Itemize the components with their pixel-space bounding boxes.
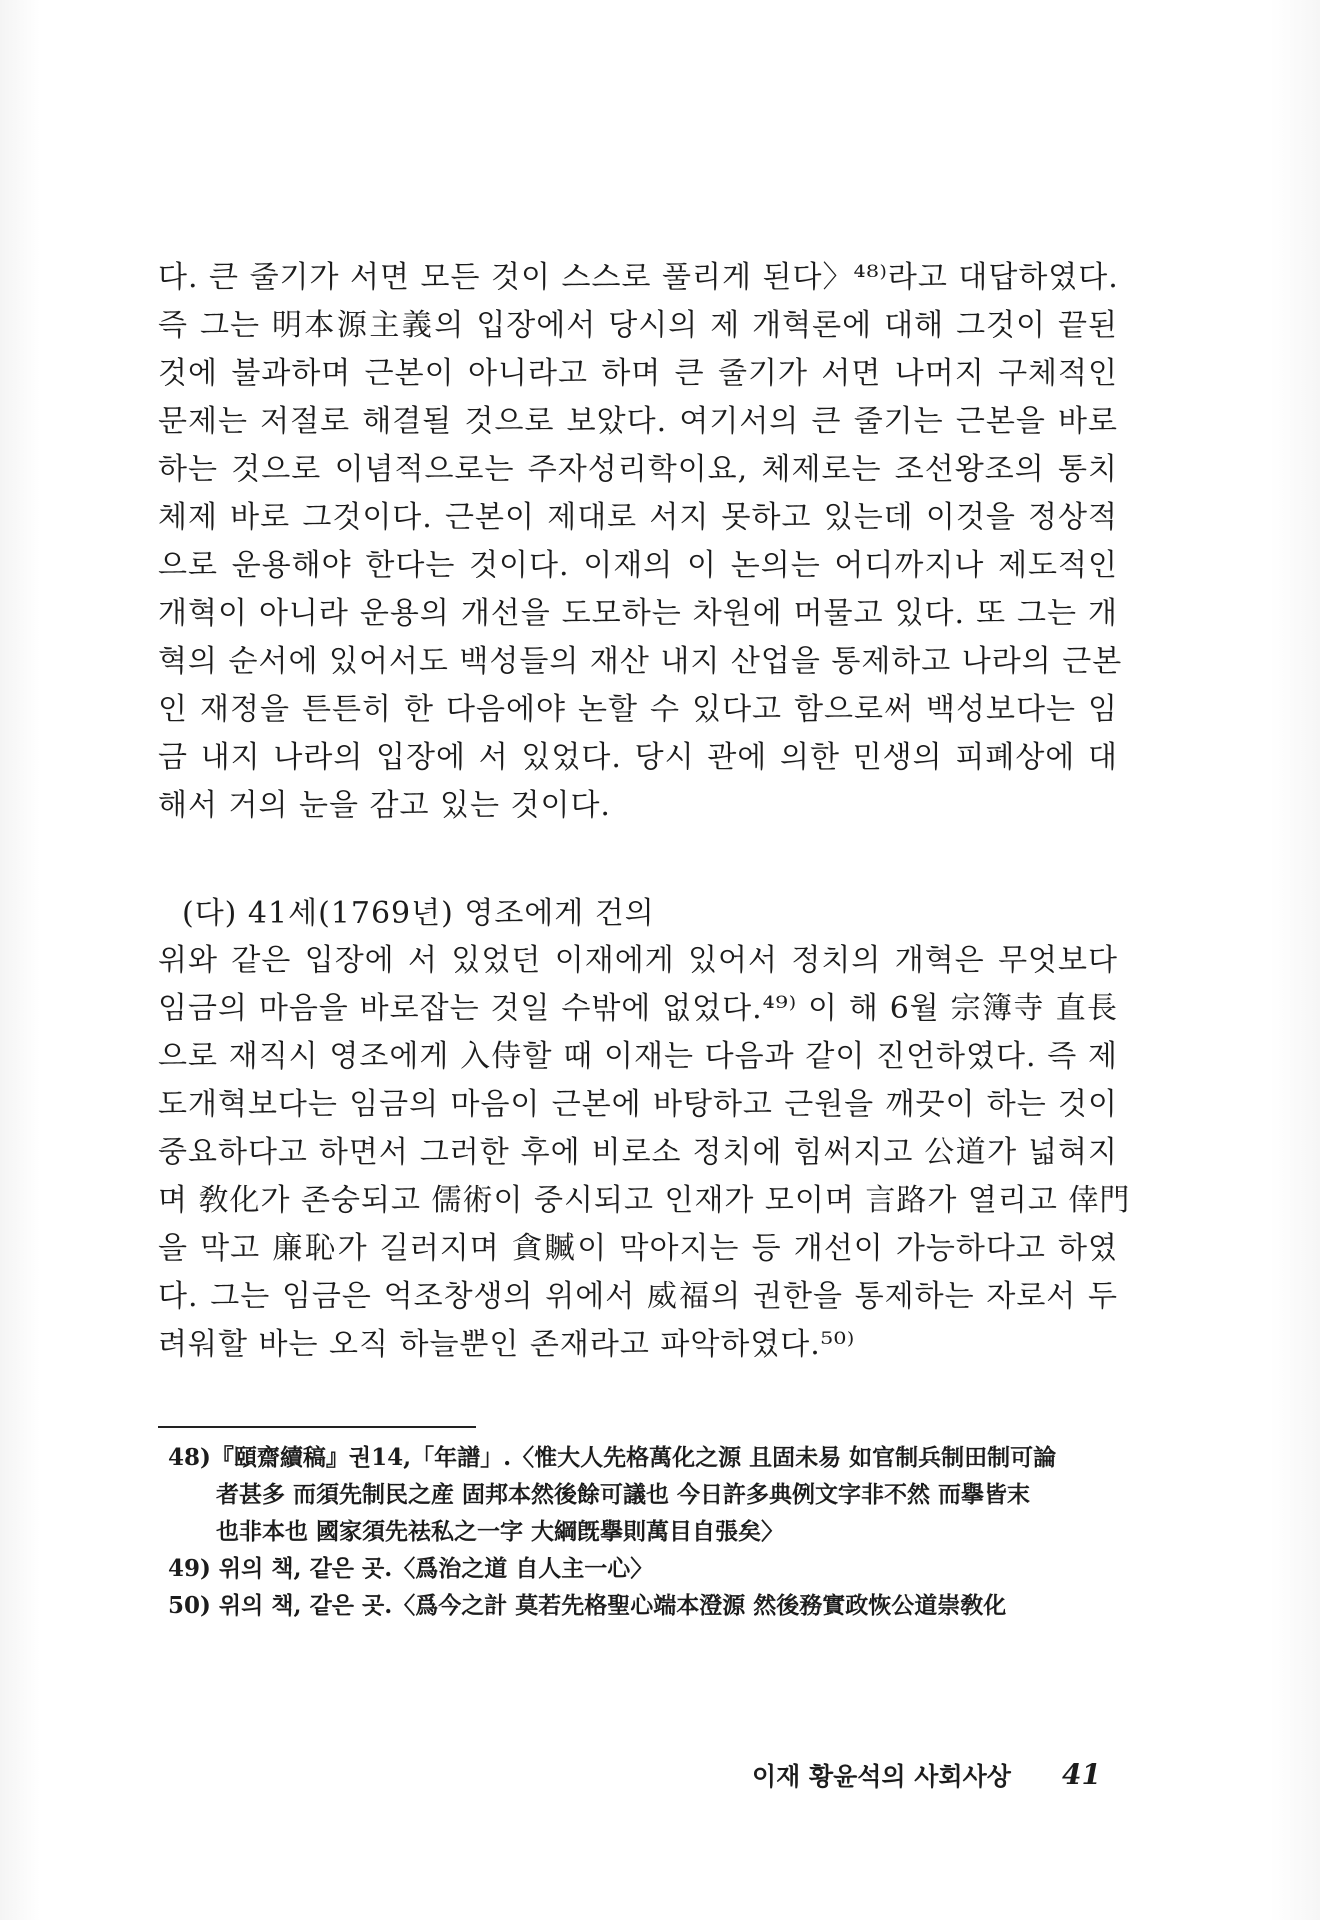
footnote-48-line: 48)『頤齋續稿』권14,「年譜」.〈惟大人先格萬化之源 且固未易 如官制兵制田制可論 [168,1444,1057,1471]
body-paragraph-2 [158,937,1131,1369]
text-line: 을 막고 廉恥가 길러지며 貪贓이 막아지는 등 개선이 가능하다고 하였 [158,1231,1118,1266]
text-line: 개혁이 아니라 운용의 개선을 도모하는 차원에 머물고 있다. 또 그는 개 [158,596,1118,631]
footnote-divider [158,1426,476,1428]
text-line: 다. 그는 임금은 억조창생의 위에서 威福의 권한을 통제하는 자로서 두 [158,1279,1118,1314]
text-line: 으로 재직시 영조에게 入侍할 때 이재는 다음과 같이 진언하였다. 즉 제 [158,1039,1118,1074]
body-paragraph-1 [158,254,1123,830]
text-line: 임금의 마음을 바로잡는 것일 수밖에 없었다.⁴⁹⁾ 이 해 6월 宗簿寺 直長 [158,991,1118,1026]
text-line: 즉 그는 明本源主義의 입장에서 당시의 제 개혁론에 대해 그것이 끝된 [158,308,1118,343]
text-line: 것에 불과하며 근본이 아니라고 하며 큰 줄기가 서면 나머지 구체적인 [158,356,1118,391]
text-line: 혁의 순서에 있어서도 백성들의 재산 내지 산업을 통제하고 나라의 근본 [158,644,1123,679]
text-line: 다. 큰 줄기가 서면 모든 것이 스스로 풀리게 된다〉⁴⁸⁾라고 대답하였다. [158,260,1119,295]
section-heading: (다) 41세(1769년) 영조에게 건의 [182,896,655,931]
text-line: 며 敎化가 존숭되고 儒術이 중시되고 인재가 모이며 言路가 열리고 倖門 [158,1183,1131,1218]
text-line: 으로 운용해야 한다는 것이다. 이재의 이 논의는 어디까지나 제도적인 [158,548,1118,583]
text-line: 위와 같은 입장에 서 있었던 이재에게 있어서 정치의 개혁은 무엇보다 [158,943,1118,978]
page-number: 41 [1062,1758,1101,1791]
text-line: 중요하다고 하면서 그러한 후에 비로소 정치에 힘써지고 公道가 넓혀지 [158,1135,1118,1170]
footnote-48-line: 也非本也 國家須先祛私之一字 大綱旣擧則萬目自張矣〉 [216,1518,785,1545]
footnotes [168,1439,1118,1624]
running-footer-title: 이재 황윤석의 사회사상 [752,1762,1011,1791]
footnote-50-line: 50) 위의 책, 같은 곳.〈爲今之計 莫若先格聖心端本澄源 然後務實政恢公道崇敎化 [168,1592,1007,1619]
text-line: 인 재정을 튼튼히 한 다음에야 논할 수 있다고 함으로써 백성보다는 임 [158,692,1118,727]
footnote-49-line: 49) 위의 책, 같은 곳.〈爲治之道 自人主一心〉 [168,1555,654,1582]
text-line: 려워할 바는 오직 하늘뿐인 존재라고 파악하였다.⁵⁰⁾ [158,1327,856,1362]
text-line: 체제 바로 그것이다. 근본이 제대로 서지 못하고 있는데 이것을 정상적 [158,500,1118,535]
text-line: 금 내지 나라의 입장에 서 있었다. 당시 관에 의한 민생의 피폐상에 대 [158,740,1118,775]
text-line: 해서 거의 눈을 감고 있는 것이다. [158,788,611,823]
text-line: 도개혁보다는 임금의 마음이 근본에 바탕하고 근원을 깨끗이 하는 것이 [158,1087,1118,1122]
footnote-48-line: 者甚多 而須先制民之産 固邦本然後餘可議也 今日許多典例文字非不然 而擧皆末 [216,1481,1031,1508]
text-line: 문제는 저절로 해결될 것으로 보았다. 여기서의 큰 줄기는 근본을 바로 [158,404,1118,439]
text-line: 하는 것으로 이념적으로는 주자성리학이요, 체제로는 조선왕조의 통치 [158,452,1118,487]
